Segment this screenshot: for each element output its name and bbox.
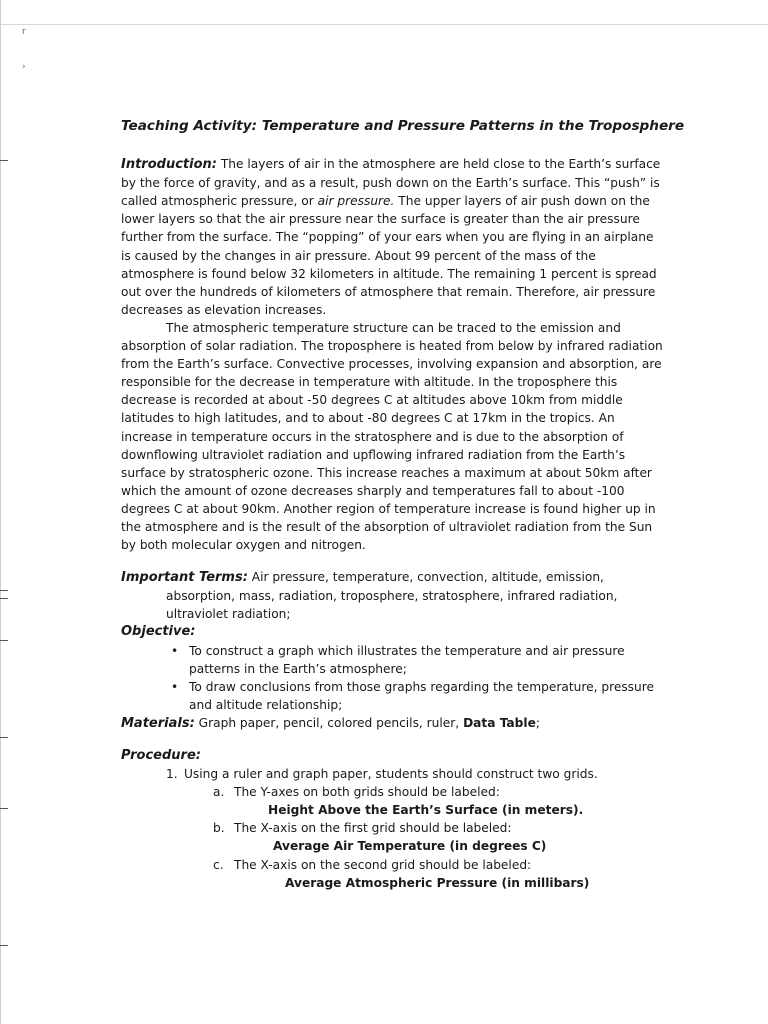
objective-item: • To construct a graph which illustrates the temperature and air pressure patterns in the Earth’s atmosphere; [171,643,625,676]
procedure-section [121,747,666,892]
terms-text: Air pressure, temperature, convection, altitude, emission, absorption, mass, radiation, troposphere, stratosphere, infrared radiation, ultraviolet radiation; [166,570,618,622]
procedure-substep: a. The Y-axes on both grids should be labeled: [213,785,500,800]
margin-tick [0,737,8,738]
procedure-step: 1. Using a ruler and graph paper, students should construct two grids. [121,765,666,783]
materials-label: Materials: [121,715,195,731]
scan-edge-left [0,0,1,1024]
margin-tick [0,590,8,591]
scan-edge-top [0,24,768,25]
temperature-paragraph: The atmospheric temperature structure can be traced to the emission and absorption of solar radiation. The troposphere is heated from below by infrared radiation from the Earth’s surface. Convective processes, involving expansion and absorption, are responsible for the decrease in temperature with altitude. In the troposphere this decrease is recorded at about -50 degrees C at altitudes above 10km from middle latitudes to high latitudes, and to about -80 degrees C at 17km in the tropics. An increase in temperature occurs in the stratosphere and is due to the absorption of downflowing ultraviolet radiation and upflowing infrared radiation from the Earth’s surface by stratospheric ozone. This increase reaches a maximum at about 50km after which the amount of ozone decreases sharply and temperatures fall to about -100 degrees C at about 90km. Another region of temperature increase is found higher up in the atmosphere and is the result of the absorption of ultraviolet radiation from the Sun by both molecular oxygen and nitrogen. [121,320,663,553]
margin-tick [0,598,8,599]
scan-mark: › [22,62,26,72]
introduction-label: Introduction: [121,157,217,173]
margin-tick [0,160,8,161]
axis-label: Height Above the Earth’s Surface (in meters). [268,803,584,818]
procedure-substep: b. The X-axis on the first grid should be labeled: [213,821,512,836]
materials-text: Graph paper, pencil, colored pencils, ruler, [194,715,464,730]
axis-label: Average Atmospheric Pressure (in millibars) [285,875,590,890]
introduction-text-1: The layers of air in the atmosphere are held close to the Earth’s surface by the force of gravity, and as a result, push down on the Earth’s surface. This “push” is called atmospheric pressure, or [121,157,661,209]
scan-mark: r [22,27,26,37]
objective-label: Objective: [121,624,196,640]
margin-tick [0,808,8,809]
axis-label: Average Air Temperature (in degrees C) [273,839,547,854]
margin-tick [0,640,8,641]
important-terms [121,568,666,623]
terms-label: Important Terms: [121,570,248,586]
data-table-term: Data Table [463,715,536,730]
objective-item: • To draw conclusions from those graphs regarding the temperature, pressure and altitude relationship; [171,679,654,712]
page-title: Teaching Activity: Temperature and Pressure Patterns in the Troposphere [121,118,685,134]
bullet-icon: • [171,679,179,694]
procedure-label: Procedure: [121,748,201,763]
margin-tick [0,945,8,946]
document-page [121,117,685,892]
objective-section [121,623,666,713]
bullet-icon: • [171,643,179,658]
introduction-text-2: The upper layers of air push down on the lower layers so that the air pressure near the surface is greater than the air pressure further from the surface. The “popping” of your ears when you are flying in an airplane is caused by the changes in air pressure. About 99 percent of the mass of the atmosphere is found below 32 kilometers in altitude. The remaining 1 percent is spread out over the hundreds of kilometers of atmosphere that remain. Therefore, air pressure decreases as elevation increases. [121,194,657,317]
air-pressure-term: air pressure. [317,194,395,209]
procedure-substep: c. The X-axis on the second grid should be labeled: [213,857,532,872]
step-number: 1. [166,767,178,782]
materials: Materials: Graph paper, pencil, colored pencils, ruler, Data Table; [121,715,540,731]
introduction-paragraph [121,155,666,319]
